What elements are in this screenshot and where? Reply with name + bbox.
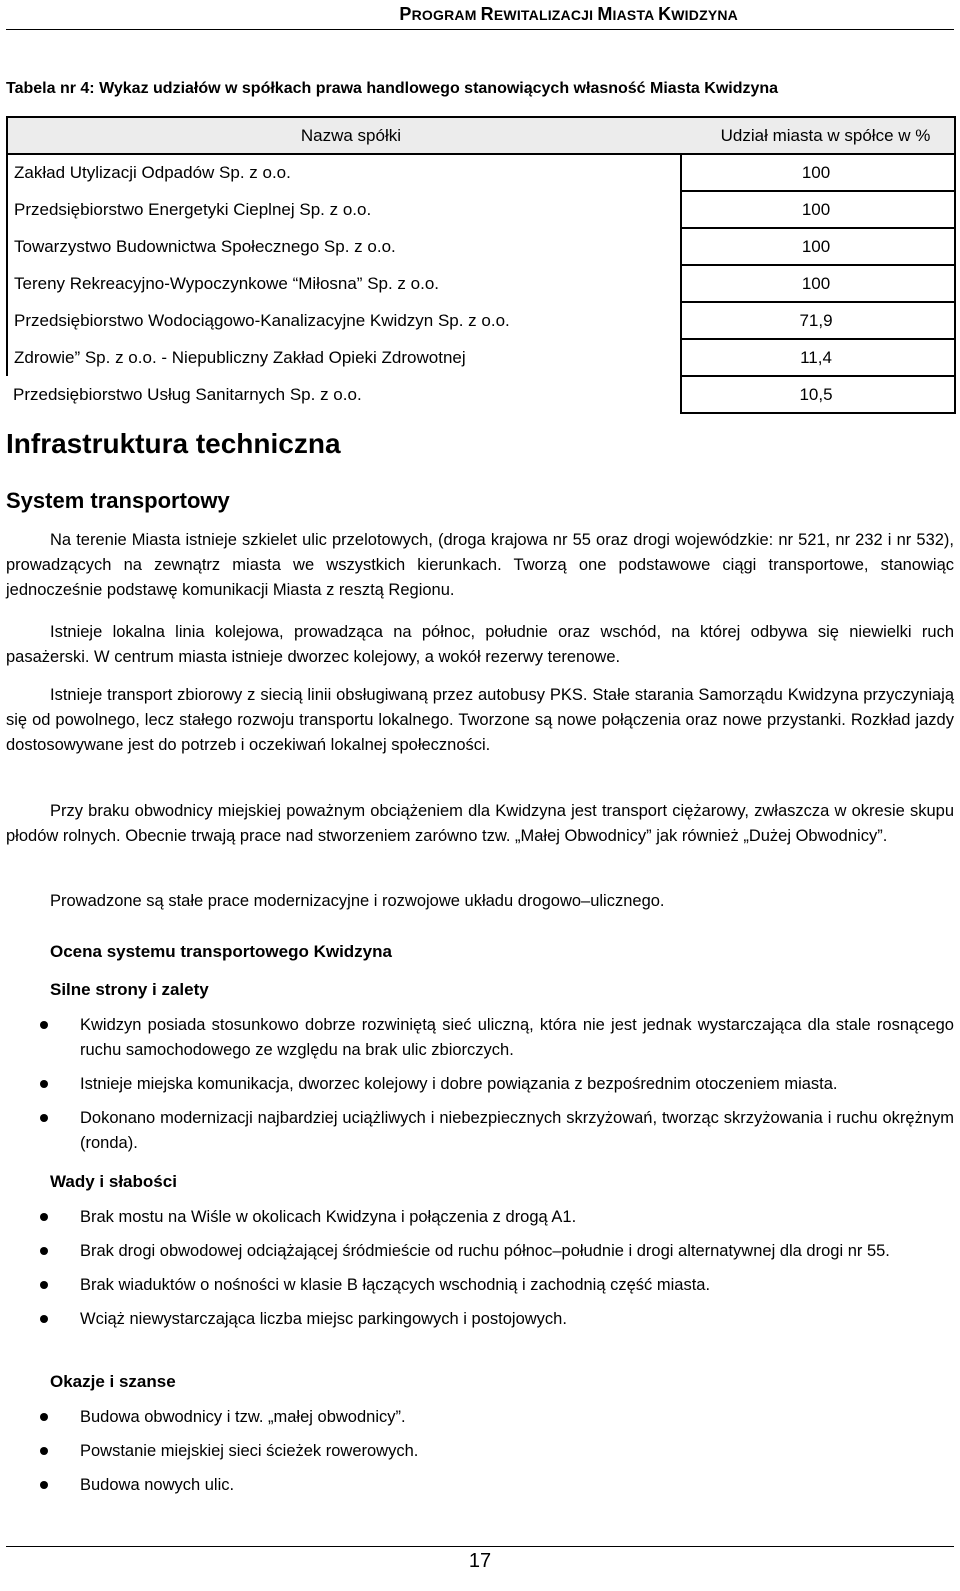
paragraph-text: Prowadzone są stałe prace modernizacyjne i rozwojowe układu drogowo–ulicznego. bbox=[50, 892, 665, 910]
list-item-text: Kwidzyn posiada stosunkowo dobrze rozwiniętą sieć uliczną, która nie jest jednak wystarczająca dla stale rosnącego ruchu samochodowego ze względu na brak ulic zbiorczych. bbox=[80, 1016, 954, 1059]
weaknesses-title: Wady i słabości bbox=[50, 1172, 177, 1191]
company-name-cell: Towarzystwo Budownictwa Społecznego Sp. z o.o. bbox=[7, 228, 681, 265]
table-caption: Tabela nr 4: Wykaz udziałów w spółkach prawa handlowego stanowiących własność Miasta Kwidzyna bbox=[6, 80, 779, 97]
company-name-cell: Zakład Utylizacji Odpadów Sp. z o.o. bbox=[7, 154, 681, 191]
bullet-icon bbox=[40, 1481, 48, 1489]
bullet-icon bbox=[40, 1247, 48, 1255]
header-title-part: P bbox=[399, 4, 412, 24]
list-item-text: Wciąż niewystarczająca liczba miejsc parkingowych i postojowych. bbox=[80, 1310, 567, 1328]
list-item bbox=[40, 1106, 954, 1156]
paragraph-text: Istnieje lokalna linia kolejowa, prowadząca na północ, południe oraz wschód, na której odbywa się niewielki ruch pasażerski. W centrum miasta istnieje dworzec kolejowy, a wokół rezerwy terenowe. bbox=[6, 623, 954, 666]
bullet-icon bbox=[40, 1315, 48, 1323]
list-item bbox=[40, 1439, 954, 1464]
header-title bbox=[399, 4, 738, 25]
paragraph-text: Na terenie Miasta istnieje szkielet ulic przelotowych, (droga krajowa nr 55 oraz drogi wojewódzkie: nr 521, nr 232 i nr 532), prowadzących na zewnątrz miasta we wszystkich kierunkach. Tworzą one podstawowe ciągi transportowe, stanowiąc jednocześnie podstawę komunikacji Miasta z resztą Regionu. bbox=[6, 531, 954, 599]
paragraph bbox=[6, 683, 954, 758]
table-row bbox=[7, 302, 955, 339]
share-cell: 100 bbox=[681, 154, 955, 191]
list-item bbox=[40, 1307, 954, 1332]
column-header-name: Nazwa spółki bbox=[7, 117, 681, 154]
company-name-cell: Przedsiębiorstwo Energetyki Cieplnej Sp. z o.o. bbox=[7, 191, 681, 228]
table-row bbox=[7, 154, 955, 191]
footer-divider bbox=[6, 1546, 954, 1547]
table-row bbox=[7, 265, 955, 302]
section-subheading: System transportowy bbox=[6, 488, 230, 513]
list-item bbox=[40, 1473, 954, 1498]
header-title-part: R bbox=[480, 4, 494, 24]
share-cell: 71,9 bbox=[681, 302, 955, 339]
list-item bbox=[40, 1405, 954, 1430]
opportunities-list bbox=[40, 1405, 954, 1507]
bullet-icon bbox=[40, 1447, 48, 1455]
company-name-cell: Tereny Rekreacyjno-Wypoczynkowe “Miłosna” Sp. z o.o. bbox=[7, 265, 681, 302]
shares-table bbox=[6, 116, 956, 414]
bullet-icon bbox=[40, 1021, 48, 1029]
column-header-share: Udział miasta w spółce w % bbox=[681, 117, 955, 154]
weaknesses-list bbox=[40, 1205, 954, 1341]
table-header-row bbox=[7, 117, 955, 154]
share-cell: 100 bbox=[681, 265, 955, 302]
list-item bbox=[40, 1273, 954, 1298]
bullet-icon bbox=[40, 1413, 48, 1421]
header-title-part: WIDZYNA bbox=[671, 7, 738, 23]
table-row bbox=[7, 228, 955, 265]
header-divider bbox=[6, 29, 954, 30]
company-name-cell: Przedsiębiorstwo Usług Sanitarnych Sp. z o.o. bbox=[13, 384, 362, 404]
table-row bbox=[7, 339, 955, 376]
paragraph bbox=[6, 799, 954, 849]
paragraph-text: Istnieje transport zbiorowy z siecią linii obsługiwaną przez autobusy PKS. Stałe starania Samorządu Kwidzyna przyczyniają się od powolnego, lecz stałego rozwoju transportu lokalnego. Tworzone są nowe połączenia oraz nowe przystanki. Rozkład jazdy dostosowywane jest do potrzeb i oczekiwań lokalnej społeczności. bbox=[6, 686, 954, 754]
list-item bbox=[40, 1013, 954, 1063]
list-item-text: Istnieje miejska komunikacja, dworzec kolejowy i dobre powiązania z bezpośrednim otoczeniem miasta. bbox=[80, 1075, 838, 1093]
header-title-part: EWITALIZACJI bbox=[493, 7, 598, 23]
bullet-icon bbox=[40, 1281, 48, 1289]
share-cell: 100 bbox=[681, 191, 955, 228]
assessment-title: Ocena systemu transportowego Kwidzyna bbox=[50, 942, 392, 961]
list-item bbox=[40, 1239, 954, 1264]
header-title-part: M bbox=[597, 4, 613, 24]
paragraph-text: Przy braku obwodnicy miejskiej poważnym obciążeniem dla Kwidzyna jest transport ciężarowy, zwłaszcza w okresie skupu płodów rolnych. Obecnie trwają prace nad stworzeniem zarówno tzw. „Małej Obwodnicy” jak również „Dużej Obwodnicy”. bbox=[6, 802, 954, 845]
list-item-text: Powstanie miejskiej sieci ścieżek rowerowych. bbox=[80, 1442, 419, 1460]
table-row bbox=[7, 376, 955, 413]
bullet-icon bbox=[40, 1213, 48, 1221]
company-name-cell: Zdrowie” Sp. z o.o. - Niepubliczny Zakład Opieki Zdrowotnej bbox=[7, 339, 681, 376]
section-heading: Infrastruktura techniczna bbox=[6, 428, 341, 459]
list-item-text: Budowa obwodnicy i tzw. „małej obwodnicy”. bbox=[80, 1408, 406, 1426]
list-item-text: Brak mostu na Wiśle w okolicach Kwidzyna i połączenia z drogą A1. bbox=[80, 1208, 577, 1226]
list-item-text: Budowa nowych ulic. bbox=[80, 1476, 235, 1494]
list-item bbox=[40, 1205, 954, 1230]
bullet-icon bbox=[40, 1080, 48, 1088]
list-item bbox=[40, 1072, 954, 1097]
strengths-list bbox=[40, 1013, 954, 1165]
share-cell: 10,5 bbox=[681, 376, 955, 413]
paragraph bbox=[6, 889, 954, 914]
paragraph bbox=[6, 528, 954, 603]
header-title-part: K bbox=[658, 4, 672, 24]
header-title-part: IASTA bbox=[612, 7, 659, 23]
share-cell: 100 bbox=[681, 228, 955, 265]
page-number: 17 bbox=[468, 1550, 492, 1572]
opportunities-title: Okazje i szanse bbox=[50, 1372, 176, 1391]
bullet-icon bbox=[40, 1114, 48, 1122]
header-title-part: ROGRAM bbox=[411, 7, 481, 23]
list-item-text: Dokonano modernizacji najbardziej uciążliwych i niebezpiecznych skrzyżowań, tworząc skrzyżowania i ruchu okrężnym (ronda). bbox=[80, 1109, 954, 1152]
list-item-text: Brak drogi obwodowej odciążającej śródmieście od ruchu północ–południe i drogi alternatywnej dla drogi nr 55. bbox=[80, 1242, 890, 1260]
list-item-text: Brak wiaduktów o nośności w klasie B łączących wschodnią i zachodnią część miasta. bbox=[80, 1276, 711, 1294]
table-row bbox=[7, 191, 955, 228]
company-name-cell: Przedsiębiorstwo Wodociągowo-Kanalizacyjne Kwidzyn Sp. z o.o. bbox=[7, 302, 681, 339]
paragraph bbox=[6, 620, 954, 670]
share-cell: 11,4 bbox=[681, 339, 955, 376]
strengths-title: Silne strony i zalety bbox=[50, 980, 209, 999]
